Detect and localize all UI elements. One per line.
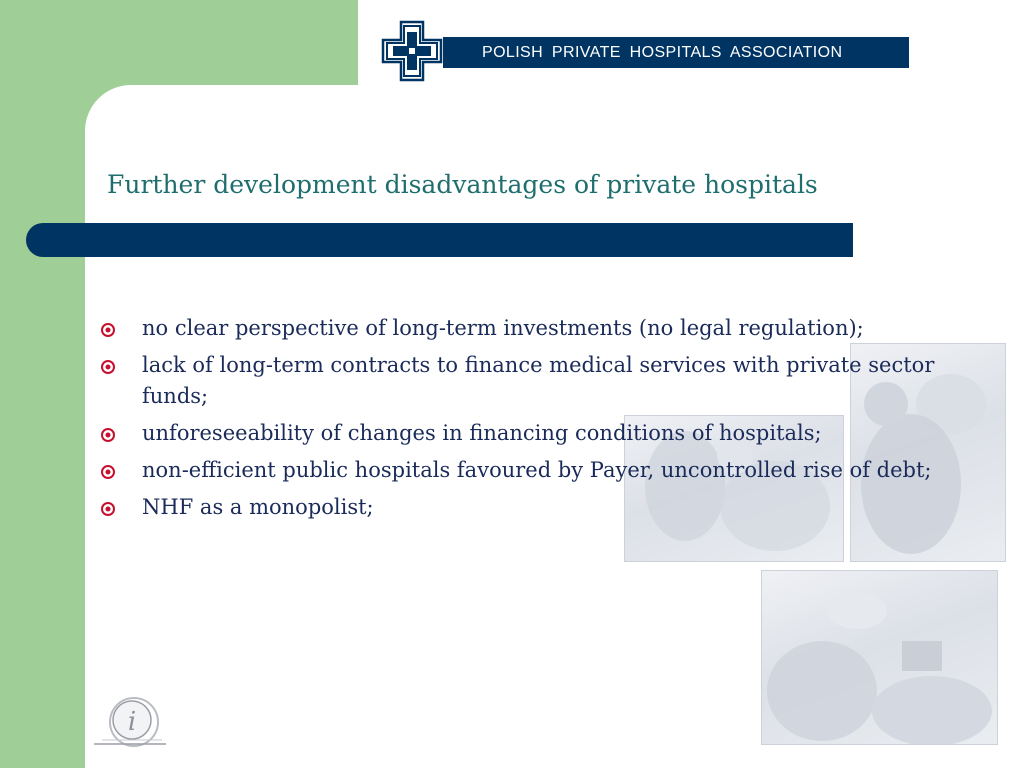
list-item <box>101 418 991 449</box>
association-logo <box>381 20 909 82</box>
bullet-text: non-efficient public hospitals favoured by Payer, uncontrolled rise of debt; <box>142 458 932 482</box>
svg-text:i: i <box>127 707 137 737</box>
association-name: POLISH PRIVATE HOSPITALS ASSOCIATION <box>482 43 843 61</box>
list-item <box>101 455 991 486</box>
list-item <box>101 492 991 523</box>
operating-room-photo <box>761 570 998 745</box>
info-icon[interactable] <box>92 694 168 750</box>
bullet-text: NHF as a monopolist; <box>142 495 374 519</box>
bullet-swirl-icon <box>101 323 115 337</box>
bullet-swirl-icon <box>101 428 115 442</box>
medical-cross-icon <box>381 20 443 82</box>
bullet-text: no clear perspective of long-term investments (no legal regulation); <box>142 316 864 340</box>
bullet-text: lack of long-term contracts to finance medical services with private sector funds; <box>142 353 935 408</box>
bullet-swirl-icon <box>101 360 115 374</box>
list-item <box>101 350 991 412</box>
bullet-swirl-icon <box>101 502 115 516</box>
association-banner <box>443 37 909 68</box>
bullet-swirl-icon <box>101 465 115 479</box>
title-underline-bar <box>26 223 853 257</box>
list-item <box>101 313 991 344</box>
bullet-list <box>101 313 991 529</box>
bullet-text: unforeseeability of changes in financing conditions of hospitals; <box>142 421 822 445</box>
slide-title: Further development disadvantages of private hospitals <box>107 170 818 199</box>
